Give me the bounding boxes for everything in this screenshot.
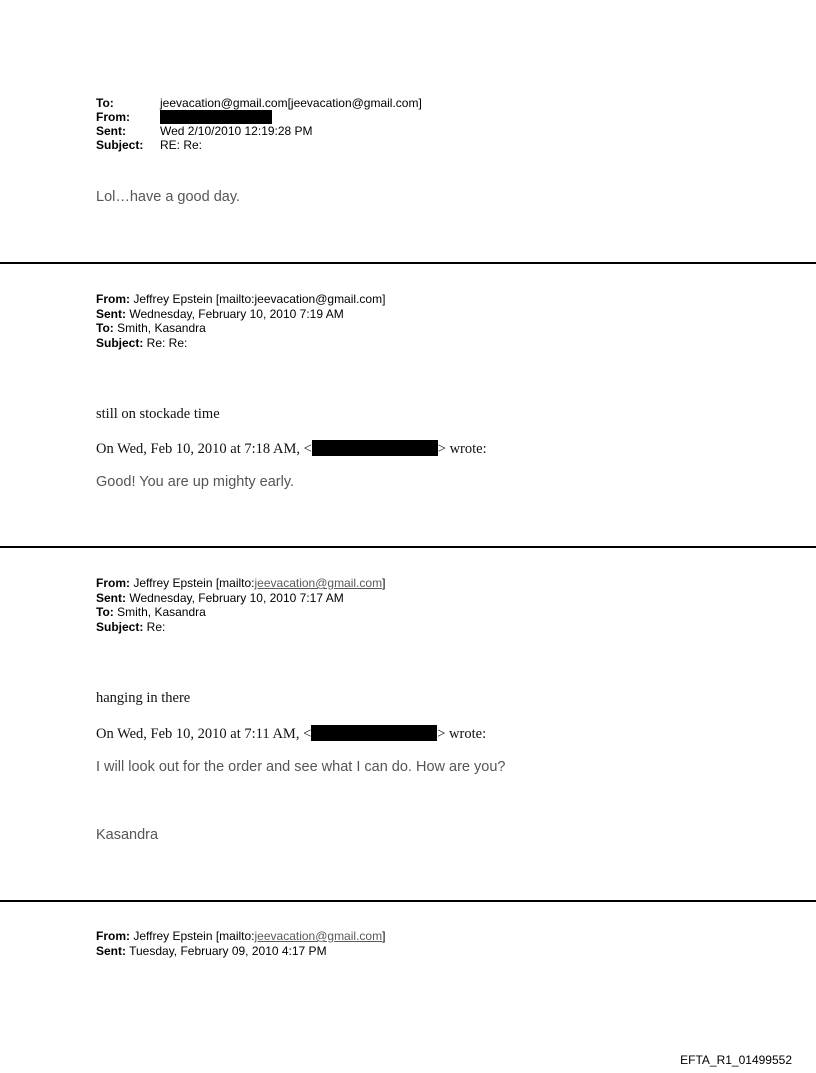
email3-to-row: [96, 605, 385, 620]
sent-value: Wednesday, February 10, 2010 7:17 AM: [126, 590, 344, 605]
quote-prefix: On Wed, Feb 10, 2010 at 7:11 AM, <: [96, 726, 312, 742]
from-suffix: ]: [382, 576, 386, 590]
email2-sent-row: [96, 307, 385, 322]
email3-body: hanging in there: [96, 690, 191, 706]
subject-label: Subject:: [96, 619, 144, 634]
subject-label: Subject:: [96, 138, 144, 152]
sent-label: Sent:: [96, 943, 126, 958]
quote-suffix: > wrote:: [437, 726, 487, 742]
email3-sent-row: [96, 591, 385, 606]
quote-suffix: > wrote:: [437, 441, 487, 457]
subject-value: RE: Re:: [160, 138, 203, 152]
to-value: Smith, Kasandra: [113, 605, 206, 619]
from-value: Jeffrey Epstein [mailto:jeevacation@gmail.com]: [130, 292, 386, 306]
redaction-box: [311, 725, 437, 741]
email1-sent-row: [96, 124, 422, 138]
sent-value: Wednesday, February 10, 2010 7:19 AM: [126, 306, 344, 321]
subject-label: Subject:: [96, 335, 144, 350]
email2-body: still on stockade time: [96, 406, 220, 422]
email2-quote-line: [96, 440, 487, 458]
email3-header: [96, 576, 385, 634]
to-label: To:: [96, 321, 114, 335]
subject-value: Re: Re:: [143, 335, 188, 350]
email3-signature: Kasandra: [96, 827, 159, 843]
from-label: From:: [96, 576, 130, 590]
from-suffix: ]: [382, 929, 386, 943]
email1-from-row: [96, 110, 422, 124]
from-label: From:: [96, 110, 130, 124]
to-value: jeevacation@gmail.com[jeevacation@gmail.com]: [160, 96, 422, 110]
email2-subject-row: [96, 336, 385, 351]
email3-quote-line: [96, 725, 486, 743]
separator-rule: [0, 546, 816, 548]
email4-header: [96, 929, 385, 958]
email1-subject-row: [96, 138, 422, 152]
sent-label: Sent:: [96, 590, 126, 605]
separator-rule: [0, 262, 816, 264]
email2-quoted-body: Good! You are up mighty early.: [96, 474, 295, 490]
sent-label: Sent:: [96, 306, 126, 321]
email-link[interactable]: jeevacation@gmail.com: [254, 929, 383, 943]
email2-from-row: [96, 292, 385, 307]
to-label: To:: [96, 605, 114, 619]
email3-from-row: [96, 576, 385, 591]
email3-quoted-body: I will look out for the order and see what I can do. How are you?: [96, 759, 506, 775]
redaction-box: [160, 110, 272, 124]
from-label: From:: [96, 292, 130, 306]
subject-value: Re:: [143, 619, 166, 634]
email1-header: [96, 96, 422, 152]
document-id: EFTA_R1_01499552: [680, 1053, 792, 1067]
sent-label: Sent:: [96, 124, 126, 138]
email3-subject-row: [96, 620, 385, 635]
email2-header: [96, 292, 385, 350]
to-value: Smith, Kasandra: [113, 321, 206, 335]
email4-sent-row: [96, 944, 385, 959]
quote-prefix: On Wed, Feb 10, 2010 at 7:18 AM, <: [96, 441, 312, 457]
sent-value: Wed 2/10/2010 12:19:28 PM: [160, 124, 313, 138]
from-prefix: Jeffrey Epstein [mailto:: [130, 576, 255, 590]
email4-from-row: [96, 929, 385, 944]
from-prefix: Jeffrey Epstein [mailto:: [130, 929, 255, 943]
from-label: From:: [96, 929, 130, 943]
email1-body: Lol…have a good day.: [96, 189, 241, 205]
email2-to-row: [96, 321, 385, 336]
to-label: To:: [96, 96, 114, 110]
sent-value: Tuesday, February 09, 2010 4:17 PM: [126, 943, 327, 958]
email1-to-row: [96, 96, 422, 110]
redaction-box: [312, 440, 438, 456]
email-link[interactable]: jeevacation@gmail.com: [254, 576, 383, 590]
separator-rule: [0, 900, 816, 902]
